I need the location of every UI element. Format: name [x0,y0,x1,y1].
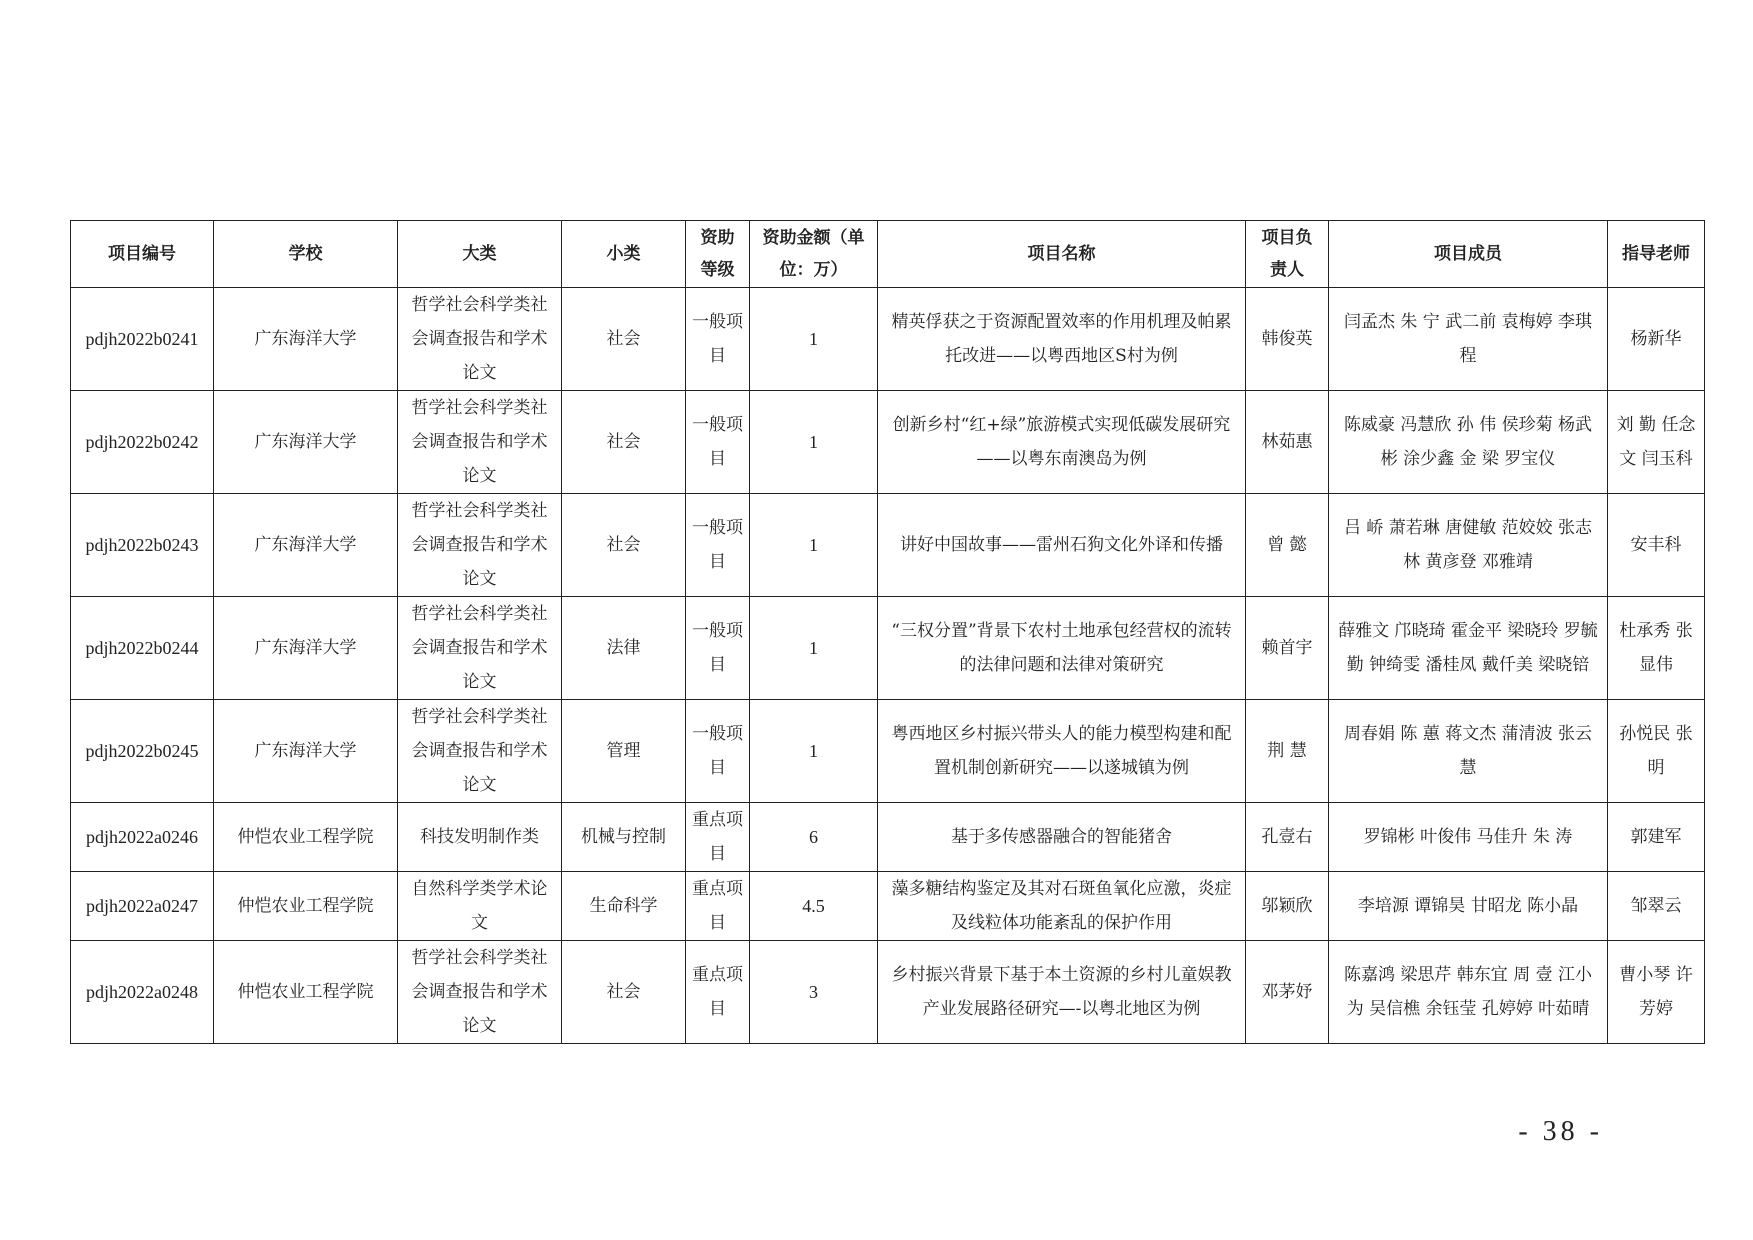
header-name: 项目名称 [878,221,1246,288]
cell-code: pdjh2022b0242 [71,391,214,494]
cell-amount: 1 [750,391,878,494]
cell-category: 哲学社会科学类社会调查报告和学术论文 [398,597,562,700]
table-row [71,288,1705,391]
cell-leader: 邓茅妤 [1246,941,1329,1044]
cell-amount: 4.5 [750,872,878,941]
cell-name: “三权分置”背景下农村土地承包经营权的流转的法律问题和法律对策研究 [878,597,1246,700]
table-row [71,941,1705,1044]
header-school: 学校 [214,221,398,288]
header-subcategory: 小类 [562,221,686,288]
cell-school: 仲恺农业工程学院 [214,941,398,1044]
cell-category: 哲学社会科学类社会调查报告和学术论文 [398,941,562,1044]
cell-name: 精英俘获之于资源配置效率的作用机理及帕累托改进——以粤西地区S村为例 [878,288,1246,391]
table-row [71,597,1705,700]
cell-leader: 林茹惠 [1246,391,1329,494]
cell-subcategory: 法律 [562,597,686,700]
cell-members: 陈威豪 冯慧欣 孙 伟 侯珍菊 杨武彬 涂少鑫 金 梁 罗宝仪 [1329,391,1608,494]
cell-school: 广东海洋大学 [214,391,398,494]
cell-category: 哲学社会科学类社会调查报告和学术论文 [398,391,562,494]
cell-school: 广东海洋大学 [214,288,398,391]
cell-school: 广东海洋大学 [214,597,398,700]
cell-grade: 重点项目 [686,803,750,872]
cell-subcategory: 社会 [562,941,686,1044]
cell-subcategory: 社会 [562,391,686,494]
cell-leader: 赖首宇 [1246,597,1329,700]
cell-advisor: 郭建军 [1608,803,1705,872]
cell-code: pdjh2022a0248 [71,941,214,1044]
cell-leader: 韩俊英 [1246,288,1329,391]
cell-name: 创新乡村“红+绿”旅游模式实现低碳发展研究——以粤东南澳岛为例 [878,391,1246,494]
cell-grade: 一般项目 [686,391,750,494]
header-code: 项目编号 [71,221,214,288]
cell-members: 闫孟杰 朱 宁 武二前 袁梅婷 李琪程 [1329,288,1608,391]
cell-code: pdjh2022b0245 [71,700,214,803]
table-row [71,391,1705,494]
header-grade: 资助等级 [686,221,750,288]
cell-members: 李培源 谭锦昊 甘昭龙 陈小晶 [1329,872,1608,941]
cell-name: 基于多传感器融合的智能猪舍 [878,803,1246,872]
cell-name: 讲好中国故事——雷州石狗文化外译和传播 [878,494,1246,597]
cell-members: 吕 峤 萧若琳 唐健敏 范姣姣 张志林 黄彦登 邓雅靖 [1329,494,1608,597]
cell-code: pdjh2022b0244 [71,597,214,700]
cell-code: pdjh2022b0243 [71,494,214,597]
cell-advisor: 杜承秀 张显伟 [1608,597,1705,700]
cell-grade: 重点项目 [686,941,750,1044]
table-row [71,872,1705,941]
project-table [70,220,1705,1044]
header-category: 大类 [398,221,562,288]
cell-grade: 一般项目 [686,494,750,597]
cell-grade: 一般项目 [686,597,750,700]
cell-category: 哲学社会科学类社会调查报告和学术论文 [398,288,562,391]
cell-amount: 1 [750,597,878,700]
cell-advisor: 杨新华 [1608,288,1705,391]
cell-category: 哲学社会科学类社会调查报告和学术论文 [398,700,562,803]
table-row [71,494,1705,597]
header-members: 项目成员 [1329,221,1608,288]
cell-code: pdjh2022a0246 [71,803,214,872]
cell-members: 陈嘉鸿 梁思芹 韩东宜 周 壹 江小为 吴信樵 余钰莹 孔婷婷 叶茹晴 [1329,941,1608,1044]
cell-amount: 3 [750,941,878,1044]
cell-school: 广东海洋大学 [214,494,398,597]
cell-grade: 重点项目 [686,872,750,941]
cell-category: 哲学社会科学类社会调查报告和学术论文 [398,494,562,597]
header-advisor: 指导老师 [1608,221,1705,288]
table-header-row [71,221,1705,288]
cell-code: pdjh2022b0241 [71,288,214,391]
cell-members: 薛雅文 邝晓琦 霍金平 梁晓玲 罗毓勤 钟绮雯 潘桂凤 戴仟美 梁晓锫 [1329,597,1608,700]
cell-advisor: 孙悦民 张 明 [1608,700,1705,803]
cell-advisor: 安丰科 [1608,494,1705,597]
cell-subcategory: 社会 [562,288,686,391]
cell-leader: 曾 懿 [1246,494,1329,597]
cell-subcategory: 机械与控制 [562,803,686,872]
cell-category: 自然科学类学术论文 [398,872,562,941]
cell-amount: 1 [750,494,878,597]
cell-leader: 孔壹右 [1246,803,1329,872]
cell-amount: 6 [750,803,878,872]
header-leader: 项目负责人 [1246,221,1329,288]
cell-name: 乡村振兴背景下基于本土资源的乡村儿童娱教产业发展路径研究—-以粤北地区为例 [878,941,1246,1044]
cell-grade: 一般项目 [686,700,750,803]
cell-advisor: 刘 勤 任念文 闫玉科 [1608,391,1705,494]
cell-subcategory: 管理 [562,700,686,803]
cell-amount: 1 [750,700,878,803]
cell-subcategory: 生命科学 [562,872,686,941]
cell-school: 仲恺农业工程学院 [214,803,398,872]
cell-advisor: 曹小琴 许芳婷 [1608,941,1705,1044]
cell-school: 仲恺农业工程学院 [214,872,398,941]
cell-leader: 邬颖欣 [1246,872,1329,941]
cell-subcategory: 社会 [562,494,686,597]
cell-name: 藻多糖结构鉴定及其对石斑鱼氧化应激，炎症及线粒体功能紊乱的保护作用 [878,872,1246,941]
cell-advisor: 邹翠云 [1608,872,1705,941]
cell-category: 科技发明制作类 [398,803,562,872]
cell-code: pdjh2022a0247 [71,872,214,941]
cell-school: 广东海洋大学 [214,700,398,803]
cell-members: 罗锦彬 叶俊伟 马佳升 朱 涛 [1329,803,1608,872]
page-number: - 38 - [1518,1116,1603,1147]
table-row [71,803,1705,872]
cell-grade: 一般项目 [686,288,750,391]
cell-name: 粤西地区乡村振兴带头人的能力模型构建和配置机制创新研究——以遂城镇为例 [878,700,1246,803]
cell-members: 周春娟 陈 蕙 蒋文杰 蒲清波 张云慧 [1329,700,1608,803]
header-amount: 资助金额（单位：万） [750,221,878,288]
table-row [71,700,1705,803]
cell-leader: 荆 慧 [1246,700,1329,803]
cell-amount: 1 [750,288,878,391]
